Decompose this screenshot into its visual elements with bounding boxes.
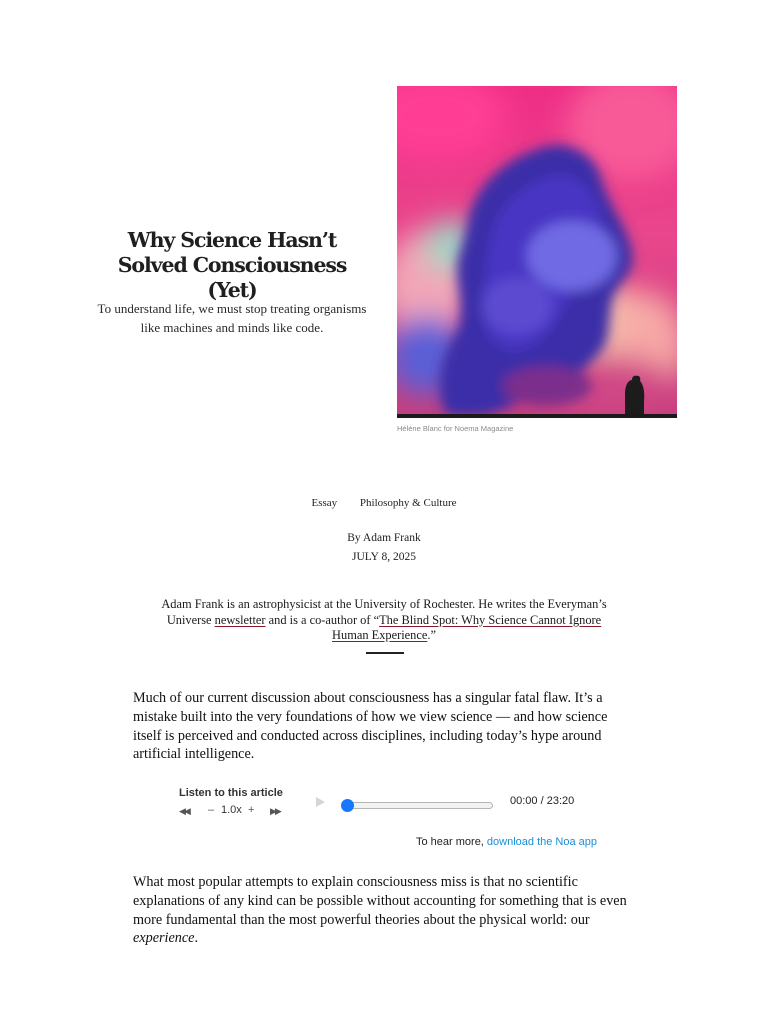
emphasis-text: experience (133, 930, 195, 947)
playback-speed: 1.0x (221, 804, 242, 816)
audio-progress-track[interactable] (344, 802, 493, 809)
paragraph-end: . (194, 930, 198, 947)
hero-illustration (397, 86, 677, 418)
speed-increase-button[interactable]: + (248, 804, 255, 816)
image-credit: Hélène Blanc for Noema Magazine (397, 424, 514, 433)
audio-time (510, 795, 574, 807)
publish-date: JULY 8, 2025 (352, 551, 416, 563)
duration: 23:20 (546, 795, 575, 807)
book-link[interactable]: The Blind Spot: Why Science Cannot Ignore Human Experience (332, 612, 602, 642)
noa-prefix: To hear more, (416, 836, 487, 848)
rewind-icon[interactable]: ◀◀ (179, 806, 189, 816)
noa-promo (416, 836, 597, 848)
byline: By Adam Frank (347, 532, 421, 544)
divider (366, 652, 404, 654)
time-separator: / (540, 795, 544, 807)
article-title: Why Science Hasn’t Solved Consciousness (Yet) (117, 228, 347, 302)
article-subtitle: To understand life, we must stop treating organisms like machines and minds like code. (97, 301, 367, 335)
paragraph-text: What most popular attempts to explain consciousness miss is that no scientific explanations of any kind can be possible without accounting for something that is even more fundamental than the most powerful theories about the physical world: our (133, 874, 627, 928)
body-paragraph: Much of our current discussion about consciousness has a singular fatal flaw. It’s a mistake built into the very foundations of how we view science — and how science itself is perceived and conducted across disciplines, including today’s hype around artificial intelligence. (133, 690, 608, 763)
fast-forward-icon[interactable]: ▶▶ (270, 806, 280, 816)
speed-decrease-button[interactable]: – (208, 804, 215, 816)
newsletter-link[interactable]: newsletter (214, 612, 266, 627)
play-icon[interactable] (316, 797, 325, 807)
noa-app-link[interactable]: download the Noa app (486, 836, 598, 848)
article-tags (0, 497, 768, 509)
audio-progress-knob[interactable] (341, 799, 354, 812)
tag-essay[interactable]: Essay (311, 497, 338, 509)
current-time: 00:00 (510, 795, 538, 807)
tag-philosophy-culture[interactable]: Philosophy & Culture (359, 497, 457, 509)
author-bio (148, 597, 620, 644)
bio-text: Adam Frank is an astrophysicist at the University of Rochester. He writes the Everyman’s Universe (161, 597, 607, 627)
body-paragraph (133, 873, 633, 948)
bio-text: and is a co-author of “ (265, 612, 380, 627)
player-label: Listen to this article (179, 787, 283, 799)
bio-text: .” (427, 628, 436, 642)
